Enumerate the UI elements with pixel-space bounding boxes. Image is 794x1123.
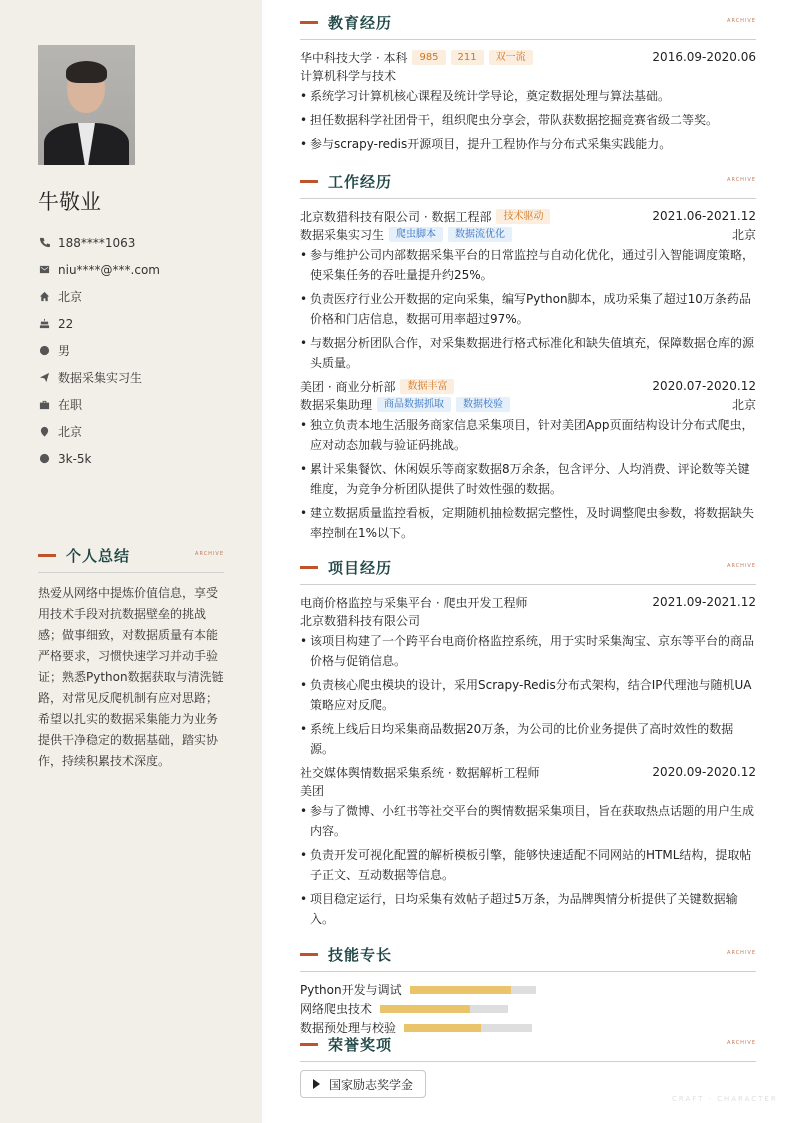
summary-title: 个人总结: [66, 546, 131, 565]
list-item: • 与数据分析团队合作，对采集数据进行格式标准化和缺失值填充，保障数据仓库的源头质量。: [300, 333, 756, 373]
company-tag: 技术驱动: [496, 209, 550, 224]
list-item: • 独立负责本地生活服务商家信息采集项目，针对美团App页面结构设计分布式爬虫，应对动态加载与验证码挑战。: [300, 415, 756, 455]
job-date: 2021.06-2021.12: [652, 209, 756, 223]
education-bullets: [300, 86, 756, 154]
list-item: • 系统上线后日均采集商品数据20万条，为公司的比价业务提供了高时效性的数据源。: [300, 719, 756, 759]
work-title: 工作经历: [328, 172, 393, 191]
skills-section: [300, 943, 756, 1037]
school-name: 华中科技大学 · 本科: [300, 50, 408, 65]
archive-label: ARCHIVE: [727, 563, 756, 569]
list-item: • 该项目构建了一个跨平台电商价格监控系统，用于实时采集淘宝、京东等平台的商品价格与促销信息。: [300, 631, 756, 671]
section-accent-bar: [300, 1043, 318, 1046]
home-icon: [38, 291, 50, 303]
cake-icon: [38, 318, 50, 330]
project-org-row: [300, 611, 756, 629]
skill-level-fill: [404, 1024, 481, 1032]
projects-section: [300, 556, 756, 933]
skill-item: [300, 999, 536, 1018]
salary-icon: [38, 453, 50, 465]
job-header-row: [300, 377, 756, 395]
school-tag: 985: [412, 50, 445, 65]
contact-text: niu****@***.com: [58, 262, 160, 277]
section-divider: [300, 198, 756, 199]
list-item: • 参与维护公司内部数据采集平台的日常监控与自动化优化，通过引入智能调度策略，使采集任务的吞吐量提升约25%。: [300, 245, 756, 285]
contact-item: [38, 337, 160, 364]
sidebar: [0, 0, 262, 1123]
role-tag: 数据流优化: [448, 227, 512, 242]
project-bullets: [300, 801, 756, 929]
contact-text: 3k-5k: [58, 451, 92, 466]
skill-level-bar: [404, 1024, 532, 1032]
awards-section: [300, 1033, 756, 1098]
company-name: 美团 · 商业分析部: [300, 379, 396, 394]
skill-item: [300, 980, 536, 999]
profile-photo: [38, 45, 135, 165]
contact-text: 男: [58, 344, 71, 358]
contact-item: [38, 445, 160, 472]
school-tag: 双一流: [489, 50, 533, 65]
contact-text: 188****1063: [58, 235, 136, 250]
contact-item: [38, 418, 160, 445]
work-section: [300, 170, 756, 547]
education-date: 2016.09-2020.06: [652, 50, 756, 64]
list-item: • 累计采集餐饮、休闲娱乐等商家数据8万余条，包含评分、人均消费、评论数等关键维度，为竞争分析团队提供了时效性强的数据。: [300, 459, 756, 499]
list-item: • 负责开发可视化配置的解析模板引擎，能够快速适配不同网站的HTML结构，提取帖子正文、互动数据等信息。: [300, 845, 756, 885]
play-icon: [313, 1079, 320, 1089]
skill-level-bar: [410, 986, 536, 994]
briefcase-icon: [38, 399, 50, 411]
project-entry: [300, 763, 756, 929]
work-header: [300, 170, 756, 192]
phone-icon: [38, 237, 50, 249]
company-name: 北京数猎科技有限公司 · 数据工程部: [300, 209, 492, 224]
major: 计算机科学与技术: [300, 68, 397, 83]
job-role: 数据采集助理: [300, 397, 373, 412]
contact-text: 数据采集实习生: [58, 371, 143, 385]
summary-section: [38, 544, 224, 772]
section-accent-bar: [38, 554, 56, 557]
role-tag: 商品数据抓取: [377, 397, 451, 412]
education-section: [300, 11, 756, 158]
contact-item: [38, 283, 160, 310]
section-accent-bar: [300, 180, 318, 183]
contact-text: 在职: [58, 398, 83, 412]
job-role-row: [300, 395, 756, 413]
skill-name: Python开发与调试: [300, 983, 402, 997]
contact-text: 22: [58, 316, 74, 331]
location-icon: [38, 426, 50, 438]
company-tag: 数据丰富: [400, 379, 454, 394]
skill-level-fill: [410, 986, 511, 994]
section-divider: [300, 39, 756, 40]
education-title: 教育经历: [328, 13, 393, 32]
contact-info-list: [38, 229, 160, 472]
job-bullets: [300, 245, 756, 373]
school-tag: 211: [451, 50, 484, 65]
award-chip: [300, 1070, 426, 1098]
skill-name: 数据预处理与校验: [300, 1021, 397, 1035]
contact-text: 北京: [58, 290, 83, 304]
contact-item: [38, 229, 160, 256]
skills-list: [300, 980, 756, 1037]
section-accent-bar: [300, 953, 318, 956]
section-divider: [300, 1061, 756, 1062]
skill-level-bar: [380, 1005, 508, 1013]
list-item: • 担任数据科学社团骨干，组织爬虫分享会，带队获数据挖掘竞赛省级二等奖。: [300, 110, 756, 130]
awards-title: 荣誉奖项: [328, 1035, 393, 1054]
awards-header: [300, 1033, 756, 1055]
skill-name: 网络爬虫技术: [300, 1002, 373, 1016]
major-row: [300, 66, 756, 84]
summary-header: [38, 544, 224, 566]
archive-label: ARCHIVE: [727, 177, 756, 183]
watermark: CRAFT · CHARACTER: [672, 1095, 778, 1103]
archive-label: ARCHIVE: [195, 551, 224, 557]
project-org: 北京数猎科技有限公司: [300, 613, 421, 628]
project-entry: [300, 593, 756, 759]
section-divider: [300, 971, 756, 972]
send-icon: [38, 372, 50, 384]
education-header: [300, 11, 756, 33]
project-header-row: [300, 593, 756, 611]
archive-label: ARCHIVE: [727, 950, 756, 956]
project-bullets: [300, 631, 756, 759]
list-item: • 参与了微博、小红书等社交平台的舆情数据采集项目，旨在获取热点话题的用户生成内容。: [300, 801, 756, 841]
role-tag: 数据校验: [456, 397, 510, 412]
job-date: 2020.07-2020.12: [652, 379, 756, 393]
section-divider: [38, 572, 224, 573]
contact-text: 北京: [58, 425, 83, 439]
job-city: 北京: [731, 227, 756, 242]
project-name: 电商价格监控与采集平台 · 爬虫开发工程师: [300, 595, 528, 610]
project-date: 2020.09-2020.12: [652, 765, 756, 779]
job-entry: [300, 207, 756, 373]
project-org-row: [300, 781, 756, 799]
job-city: 北京: [731, 397, 756, 412]
education-row: [300, 48, 756, 66]
award-name: 国家励志奖学金: [329, 1077, 414, 1092]
list-item: • 参与scrapy-redis开源项目，提升工程协作与分布式采集实践能力。: [300, 134, 756, 154]
list-item: • 建立数据质量监控看板，定期随机抽检数据完整性，及时调整爬虫参数，将数据缺失率控制在1%以下。: [300, 503, 756, 543]
contact-item: [38, 364, 160, 391]
job-role: 数据采集实习生: [300, 227, 385, 242]
project-org: 美团: [300, 783, 325, 798]
job-role-row: [300, 225, 756, 243]
role-tag: 爬虫脚本: [389, 227, 443, 242]
list-item: • 系统学习计算机核心课程及统计学导论，奠定数据处理与算法基础。: [300, 86, 756, 106]
project-date: 2021.09-2021.12: [652, 595, 756, 609]
skills-header: [300, 943, 756, 965]
list-item: • 负责医疗行业公开数据的定向采集，编写Python脚本，成功采集了超过10万条药品价格和门店信息，数据可用率超过97%。: [300, 289, 756, 329]
project-header-row: [300, 763, 756, 781]
job-header-row: [300, 207, 756, 225]
section-accent-bar: [300, 21, 318, 24]
projects-header: [300, 556, 756, 578]
project-name: 社交媒体舆情数据采集系统 · 数据解析工程师: [300, 765, 540, 780]
contact-item: [38, 391, 160, 418]
list-item: • 负责核心爬虫模块的设计，采用Scrapy-Redis分布式架构，结合IP代理池与随机UA策略应对反爬。: [300, 675, 756, 715]
job-bullets: [300, 415, 756, 543]
candidate-name: 牛敬业: [38, 190, 101, 214]
contact-item: [38, 256, 160, 283]
section-accent-bar: [300, 566, 318, 569]
mail-icon: [38, 264, 50, 276]
summary-text: 热爱从网络中提炼价值信息，享受用技术手段对抗数据壁垒的挑战感；做事细致，对数据质量有本能严格要求，习惯快速学习并动手验证；熟悉Python数据获取与清洗链路，对常见反爬机制有应对思路；希望以扎实的数据采集能力为业务提供干净稳定的数据基础，踏实协作，持续积累技术深度。: [38, 586, 224, 768]
job-entry: [300, 377, 756, 543]
section-divider: [300, 584, 756, 585]
list-item: • 项目稳定运行，日均采集有效帖子超过5万条，为品牌舆情分析提供了关键数据输入。: [300, 889, 756, 929]
skill-level-fill: [380, 1005, 470, 1013]
gender-icon: [38, 345, 50, 357]
archive-label: ARCHIVE: [727, 18, 756, 24]
contact-item: [38, 310, 160, 337]
archive-label: ARCHIVE: [727, 1040, 756, 1046]
skills-title: 技能专长: [328, 945, 393, 964]
projects-title: 项目经历: [328, 558, 393, 577]
